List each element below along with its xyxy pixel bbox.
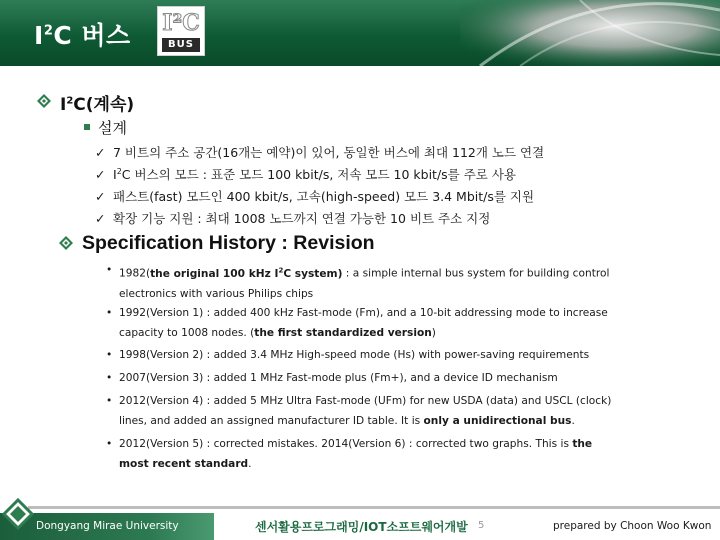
page-number: 5 xyxy=(478,520,485,531)
footer-diamond-icon xyxy=(0,494,40,540)
footer-divider xyxy=(28,506,720,509)
footer-course-title: 센서활용프로그래밍/IOT소프트웨어개발 xyxy=(255,520,468,534)
bullet-dot-icon: • xyxy=(106,349,113,361)
bullet-dot-icon: • xyxy=(106,438,113,450)
i2c-bus-logo xyxy=(157,6,205,56)
list-item: • 2012(Version 4) : added 5 MHz Ultra Fast-mode (UFm) for new USDA (data) and USCL (clock) lines, and added an assigned manufacturer ID table. It is only a unidirectional bus. xyxy=(106,391,612,431)
list-item: ✓ $I^2C$ 버스의 모드 : 표준 모드 100 kbit/s, 저속 모드 10 kbit/s를 주로 사용 xyxy=(95,166,517,182)
bullet-dot-icon: • xyxy=(106,264,113,276)
square-bullet-icon xyxy=(84,124,90,130)
title-banner xyxy=(0,0,720,66)
checkmark-icon: ✓ xyxy=(95,211,106,226)
section-heading-spec-history: Specification History : Revision xyxy=(82,232,375,254)
subheading-design: 설계 xyxy=(98,119,127,137)
list-item: ✓ 패스트(fast) 모드인 400 kbit/s, 고속(high-speed) 모드 3.4 Mbit/s를 지원 xyxy=(95,189,535,204)
bullet-dot-icon: • xyxy=(106,395,113,407)
bullet-dot-icon: • xyxy=(106,307,113,319)
diamond-bullet-icon xyxy=(59,236,73,250)
list-item: ✓ 7 비트의 주소 공간(16개는 예약)이 있어, 동일한 버스에 최대 112개 노드 연결 xyxy=(95,145,545,160)
checkmark-icon: ✓ xyxy=(95,145,106,160)
list-item: • 1998(Version 2) : added 3.4 MHz High-speed mode (Hs) with power-saving requirements xyxy=(106,345,612,365)
list-item: • 2012(Version 5) : corrected mistakes. 2014(Version 6) : corrected two graphs. This is the most recent standard. xyxy=(106,434,612,474)
checkmark-icon: ✓ xyxy=(95,167,106,182)
checkmark-icon: ✓ xyxy=(95,189,106,204)
logo-bus-label: BUS xyxy=(162,38,200,52)
list-item: • 1992(Version 1) : added 400 kHz Fast-mode (Fm), and a 10-bit addressing mode to increase capacity to 1008 nodes. (the first standardized version) xyxy=(106,303,612,343)
list-item: ✓ 확장 기능 지원 : 최대 1008 노드까지 연결 가능한 10 비트 주소 지정 xyxy=(95,211,491,226)
footer-author: prepared by Choon Woo Kwon xyxy=(553,520,712,532)
footer-university: Dongyang Mirae University xyxy=(36,520,179,532)
page-title: $I^2C$ 버스 xyxy=(34,21,131,50)
bullet-dot-icon: • xyxy=(106,372,113,384)
decorative-swirl-graphic xyxy=(460,0,720,66)
list-item: • 2007(Version 3) : added 1 MHz Fast-mode plus (Fm+), and a device ID mechanism xyxy=(106,368,612,388)
list-item: • 1982(the original 100 kHz $I^2C$ system) : a simple internal bus system for building control electronics with various Philips chips xyxy=(106,260,612,304)
diamond-bullet-icon xyxy=(37,94,51,108)
section-heading-i2c-cont: $I^2C$(계속) xyxy=(60,95,135,115)
logo-mark: I²C xyxy=(162,10,200,36)
